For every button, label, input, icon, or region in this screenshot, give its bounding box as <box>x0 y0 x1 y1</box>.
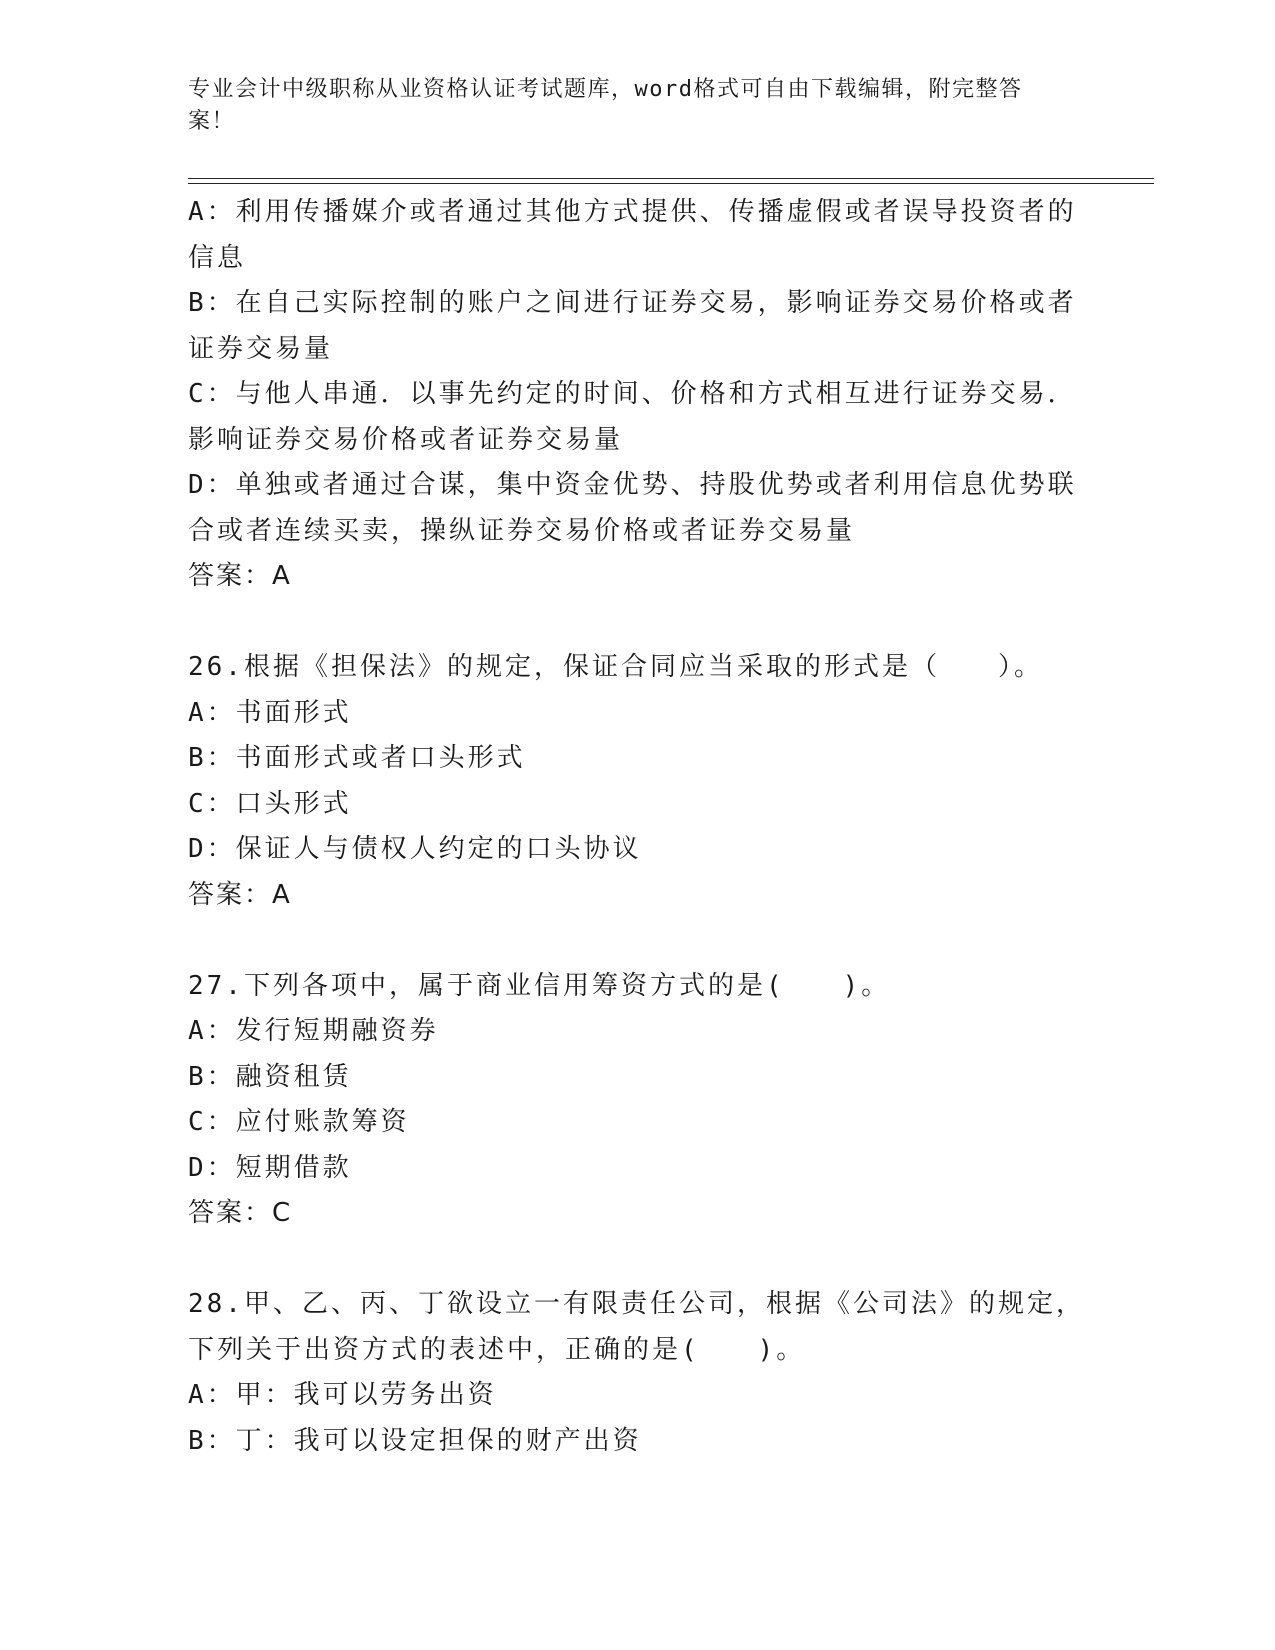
option-line: B：在自己实际控制的账户之间进行证券交易，影响证券交易价格或者 <box>188 288 1077 318</box>
answer-line: 答案：C <box>188 1198 293 1228</box>
header-divider-bottom <box>188 183 1154 184</box>
question-stem: 27.下列各项中，属于商业信用筹资方式的是( )。 <box>188 970 891 1001</box>
document-header: 专业会计中级职称从业资格认证考试题库，word格式可自由下载编辑，附完整答案！ <box>188 77 1023 134</box>
option-b: B：融资租赁 <box>188 1061 352 1092</box>
option-d: D：保证人与债权人约定的口头协议 <box>188 834 642 864</box>
option-line: 证券交易量 <box>188 333 334 364</box>
spacer <box>188 600 1088 646</box>
spacer <box>188 918 1088 964</box>
question-27 <box>188 964 1088 1237</box>
option-line: 合或者连续买卖，操纵证券交易价格或者证券交易量 <box>188 515 856 546</box>
option-line: 影响证券交易价格或者证券交易量 <box>188 424 624 455</box>
question-stem: 28.甲、乙、丙、丁欲设立一有限责任公司，根据《公司法》的规定， <box>188 1289 1085 1319</box>
option-a: A：书面形式 <box>188 697 352 728</box>
spacer <box>188 1237 1088 1283</box>
question-25 <box>188 190 1088 600</box>
option-c: C：口头形式 <box>188 788 352 819</box>
option-line: C：与他人串通．以事先约定的时间、价格和方式相互进行证券交易． <box>188 379 1077 409</box>
header-divider-top <box>188 178 1154 179</box>
question-stem: 26.根据《担保法》的规定，保证合同应当采取的形式是（ ）。 <box>188 652 1043 682</box>
answer-line: 答案：A <box>188 879 292 910</box>
option-d: D：短期借款 <box>188 1152 352 1183</box>
option-a: A：发行短期融资券 <box>188 1016 439 1046</box>
option-b: B：丁：我可以设定担保的财产出资 <box>188 1425 642 1456</box>
option-b: B：书面形式或者口头形式 <box>188 743 526 773</box>
answer-line: 答案：A <box>188 561 292 591</box>
option-line: A：利用传播媒介或者通过其他方式提供、传播虚假或者误导投资者的 <box>188 197 1077 227</box>
question-28 <box>188 1282 1088 1464</box>
option-line: 信息 <box>188 242 247 273</box>
option-c: C：应付账款筹资 <box>188 1107 410 1137</box>
option-line: D：单独或者通过合谋，集中资金优势、持股优势或者利用信息优势联 <box>188 470 1077 500</box>
question-content <box>188 190 1088 1464</box>
question-stem: 下列关于出资方式的表述中，正确的是( )。 <box>188 1334 806 1365</box>
option-a: A：甲：我可以劳务出资 <box>188 1380 497 1410</box>
question-26 <box>188 645 1088 918</box>
